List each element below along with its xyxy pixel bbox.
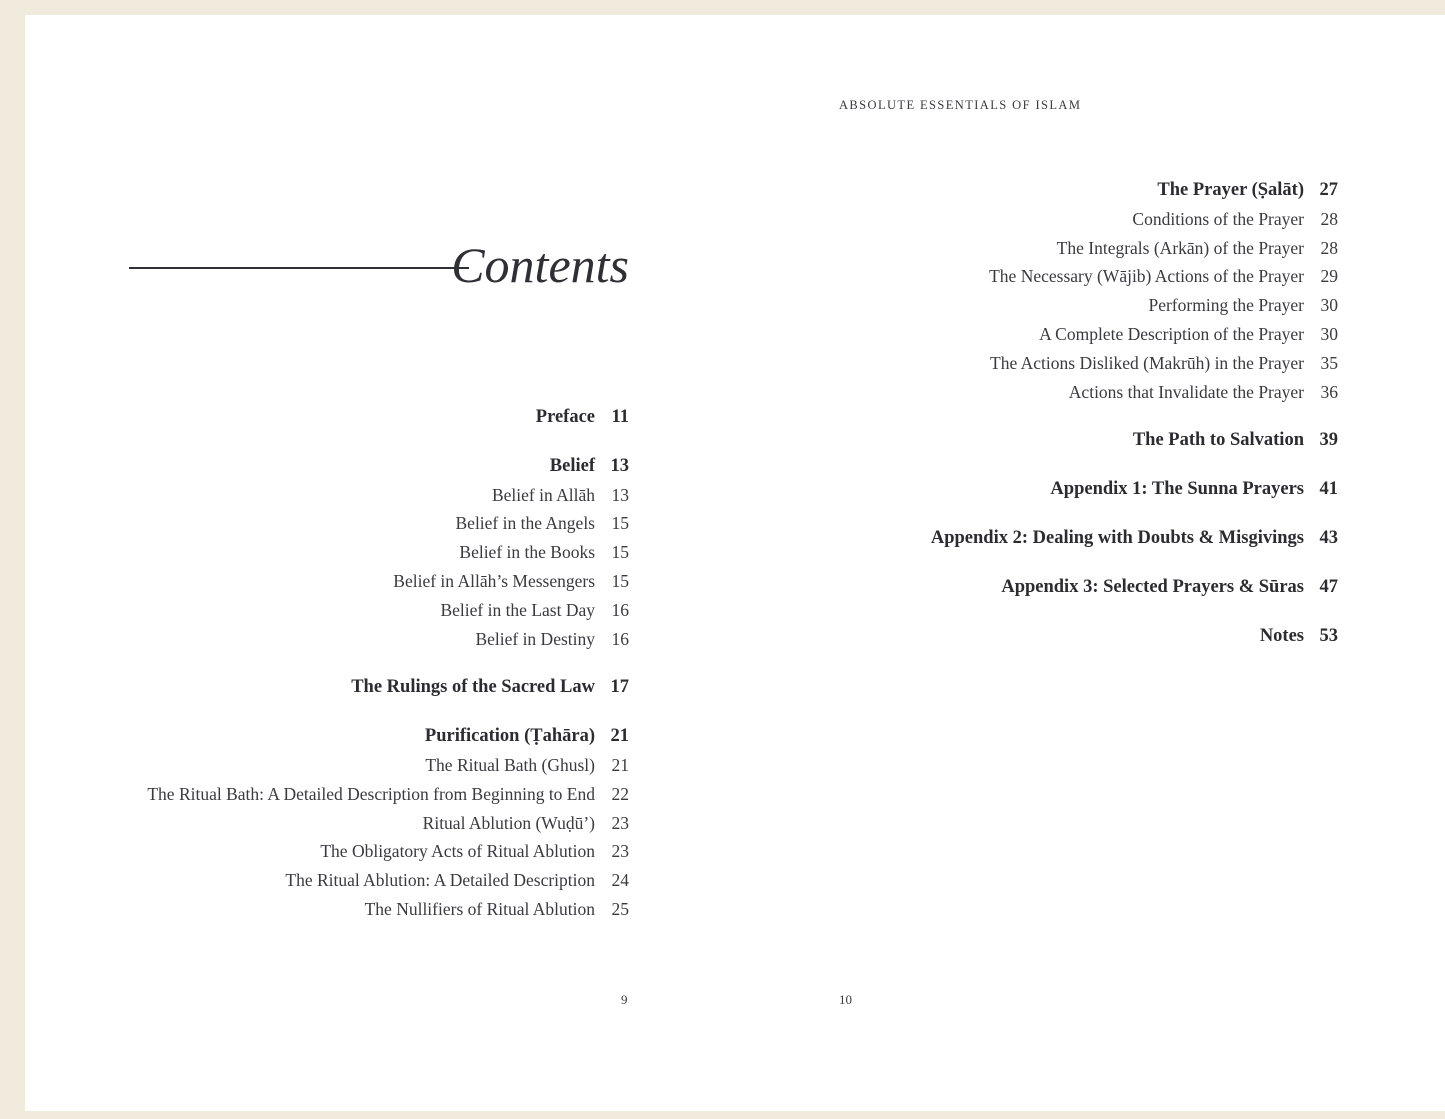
toc-entry-title: The Necessary (Wājib) Actions of the Prayer	[989, 266, 1304, 287]
toc-entry-page: 21	[611, 754, 629, 775]
toc-entry[interactable]	[25, 722, 629, 751]
toc-entry-title: Belief in Allāh	[491, 484, 595, 505]
toc-entry[interactable]	[725, 349, 1338, 378]
toc-entry-title: A Complete Description of the Prayer	[1039, 323, 1304, 344]
toc-entry-title: Belief	[549, 455, 595, 476]
toc-entry-page: 43	[1319, 527, 1338, 548]
toc-entry-page: 30	[1320, 323, 1338, 344]
toc-entry[interactable]	[725, 176, 1338, 205]
toc-entry[interactable]	[725, 320, 1338, 349]
toc-entry-title: Belief in the Last Day	[440, 599, 595, 620]
toc-entry-page: 28	[1320, 237, 1338, 258]
toc-entry-title: The Obligatory Acts of Ritual Ablution	[320, 841, 595, 862]
book-spread	[25, 15, 1445, 1111]
toc-entry[interactable]	[25, 809, 629, 838]
toc-entry-title: Actions that Invalidate the Prayer	[1068, 381, 1304, 402]
toc-entry-title: Conditions of the Prayer	[1132, 208, 1304, 229]
toc-entry-title: The Prayer (Ṣalāt)	[1157, 180, 1304, 200]
toc-entry[interactable]	[725, 524, 1338, 553]
toc-entry-title: Preface	[535, 407, 595, 427]
page-number: 9	[621, 992, 628, 1007]
toc-entry-page: 15	[611, 542, 629, 563]
right-page	[725, 15, 1445, 1111]
toc-entry[interactable]	[725, 378, 1338, 407]
toc-entry[interactable]	[725, 573, 1338, 602]
toc-entry-title: Belief in the Books	[459, 542, 595, 563]
toc-entry-title: The Integrals (Arkān) of the Prayer	[1056, 237, 1304, 258]
toc-entry-page: 35	[1320, 352, 1338, 373]
contents-heading	[129, 233, 629, 303]
toc-entry-page: 25	[611, 898, 629, 919]
toc-entry[interactable]	[25, 509, 629, 538]
running-head: ABSOLUTE ESSENTIALS OF ISLAM	[839, 98, 1082, 112]
left-page	[25, 15, 725, 1111]
toc-entry-title: Appendix 3: Selected Prayers & Sūras	[1001, 576, 1304, 597]
toc-entry-page: 28	[1320, 208, 1338, 229]
toc-entry-page: 39	[1319, 430, 1338, 451]
toc-entry-title: Purification (Ṭahāra)	[424, 726, 595, 747]
toc-entry-page: 17	[610, 677, 629, 698]
toc-entry-title: Appendix 1: The Sunna Prayers	[1050, 479, 1304, 500]
toc-entry-title: Ritual Ablution (Wuḍū’)	[422, 812, 595, 833]
toc-entry[interactable]	[725, 622, 1338, 651]
toc-entry-title: The Actions Disliked (Makrūh) in the Prayer	[990, 352, 1304, 373]
toc-entry-page: 22	[611, 783, 629, 804]
toc-entry-page: 29	[1320, 266, 1338, 287]
toc-entry-title: Belief in Destiny	[475, 628, 595, 649]
toc-entry-title: Notes	[1259, 625, 1304, 646]
toc-entry-page: 47	[1319, 576, 1338, 597]
toc-entry[interactable]	[25, 837, 629, 866]
page-number: 10	[839, 992, 852, 1007]
toc-entry-title: The Path to Salvation	[1132, 430, 1304, 451]
toc-list-left	[25, 403, 629, 924]
toc-entry-page: 30	[1320, 295, 1338, 316]
toc-entry-page: 16	[611, 628, 629, 649]
toc-entry-page: 13	[610, 455, 629, 476]
toc-entry-page: 27	[1319, 180, 1338, 200]
toc-entry-page: 36	[1320, 381, 1338, 402]
toc-entry[interactable]	[725, 234, 1338, 263]
toc-entry[interactable]	[25, 403, 629, 432]
toc-entry[interactable]	[25, 866, 629, 895]
toc-entry-title: Appendix 2: Dealing with Doubts & Misgivings	[930, 527, 1304, 548]
toc-entry-title: Belief in the Angels	[455, 513, 595, 534]
toc-entry[interactable]	[25, 567, 629, 596]
toc-entry-page: 16	[611, 599, 629, 620]
toc-entry[interactable]	[25, 625, 629, 654]
toc-entry[interactable]	[25, 895, 629, 924]
toc-entry-title: The Rulings of the Sacred Law	[351, 677, 595, 698]
toc-entry-title: The Ritual Ablution: A Detailed Description	[285, 870, 595, 891]
toc-entry-page: 15	[611, 570, 629, 591]
toc-entry-title: The Ritual Bath: A Detailed Description from Beginning to End	[147, 783, 595, 804]
toc-entry-page: 24	[611, 870, 629, 891]
toc-entry-page: 21	[610, 726, 629, 747]
toc-entry[interactable]	[25, 452, 629, 481]
toc-entry[interactable]	[25, 481, 629, 510]
toc-entry[interactable]	[725, 291, 1338, 320]
toc-entry[interactable]	[25, 673, 629, 702]
toc-entry-title: Belief in Allāh’s Messengers	[393, 570, 595, 591]
toc-entry[interactable]	[725, 205, 1338, 234]
toc-entry[interactable]	[725, 426, 1338, 455]
toc-list-right	[725, 176, 1338, 650]
toc-entry[interactable]	[25, 596, 629, 625]
toc-entry-title: Performing the Prayer	[1148, 295, 1304, 316]
toc-entry-page: 23	[611, 841, 629, 862]
toc-entry-page: 15	[611, 513, 629, 534]
toc-entry-page: 41	[1319, 479, 1338, 500]
contents-title: Contents	[451, 237, 629, 293]
toc-entry-page: 23	[611, 812, 629, 833]
toc-entry-page: 11	[611, 407, 629, 427]
toc-entry[interactable]	[25, 538, 629, 567]
toc-entry[interactable]	[25, 751, 629, 780]
toc-entry-page: 53	[1319, 625, 1338, 646]
toc-entry-title: The Nullifiers of Ritual Ablution	[364, 898, 595, 919]
toc-entry-page: 13	[611, 484, 629, 505]
toc-entry[interactable]	[725, 475, 1338, 504]
toc-entry-title: The Ritual Bath (Ghusl)	[425, 754, 595, 775]
toc-entry[interactable]	[25, 780, 629, 809]
toc-entry[interactable]	[725, 262, 1338, 291]
heading-rule	[129, 267, 469, 269]
